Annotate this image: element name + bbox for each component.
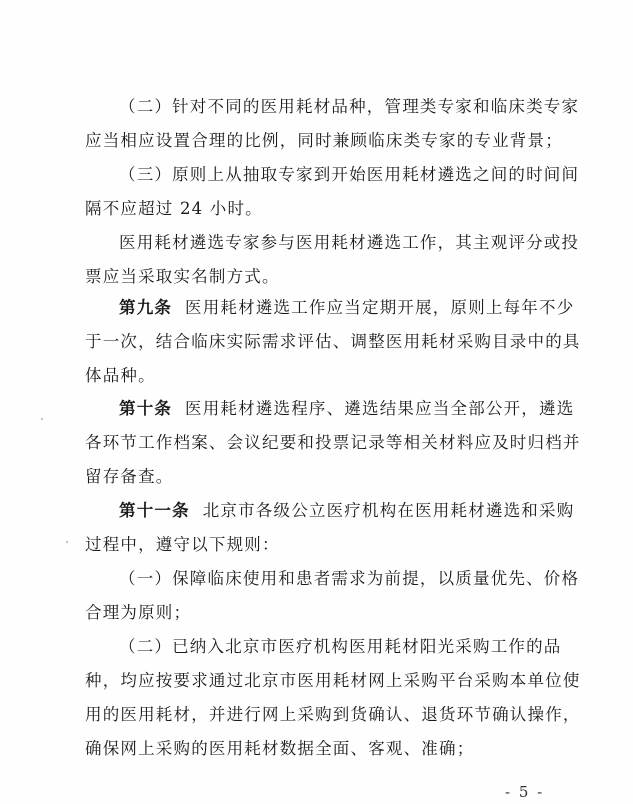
article-text: 北京市各级公立医疗机构在医用耗材遴选和采购 <box>202 501 575 520</box>
scan-speck <box>66 541 68 543</box>
paragraph-line: （二）已纳入北京市医疗机构医用耗材阳光采购工作的品 <box>119 637 562 656</box>
paragraph-line: 用的医用耗材，并进行网上采购到货确认、退货环节确认操作， <box>85 705 581 724</box>
article-heading: 第九条 <box>119 298 173 317</box>
paragraph-line: 于一次，结合临床实际需求评估、调整医用耗材采购目录中的具 <box>85 332 581 351</box>
article-text: 医用耗材遴选工作应当定期开展，原则上每年不少 <box>185 298 575 317</box>
paragraph-line: 种，均应按要求通过北京市医用耗材网上采购平台采购本单位使 <box>85 671 581 690</box>
article-heading: 第十条 <box>119 399 173 418</box>
paragraph-line: 医用耗材遴选专家参与医用耗材遴选工作，其主观评分或投 <box>119 233 580 252</box>
paragraph-line: 体品种。 <box>85 366 156 385</box>
paragraph-line: 过程中，遵守以下规则： <box>85 535 280 554</box>
paragraph-line: （二）针对不同的医用耗材品种，管理类专家和临床类专家 <box>119 97 580 116</box>
page-number: - 5 - <box>505 783 545 801</box>
article-heading: 第十一条 <box>119 501 190 520</box>
paragraph-line: （一）保障临床使用和患者需求为前提，以质量优先、价格 <box>119 569 580 588</box>
paragraph-line: 票应当采取实名制方式。 <box>85 267 280 286</box>
paragraph-line: 确保网上采购的医用耗材数据全面、客观、准确； <box>85 739 475 758</box>
paragraph-line: 留存备查。 <box>85 467 174 486</box>
paragraph-line: 合理为原则； <box>85 603 192 622</box>
paragraph-line: （三）原则上从抽取专家到开始医用耗材遴选之间的时间间 <box>119 165 580 184</box>
paragraph-line: 各环节工作档案、会议纪要和投票记录等相关材料应及时归档并 <box>85 433 581 452</box>
article-text: 医用耗材遴选程序、遴选结果应当全部公开，遴选 <box>185 399 575 418</box>
article-ten-line <box>119 398 575 420</box>
paragraph-line: 应当相应设置合理的比例，同时兼顾临床类专家的专业背景； <box>85 131 563 150</box>
paragraph-line: 隔不应超过 24 小时。 <box>85 199 263 218</box>
scan-speck <box>41 418 43 420</box>
article-eleven-line <box>119 500 575 522</box>
article-nine-line <box>119 297 575 319</box>
